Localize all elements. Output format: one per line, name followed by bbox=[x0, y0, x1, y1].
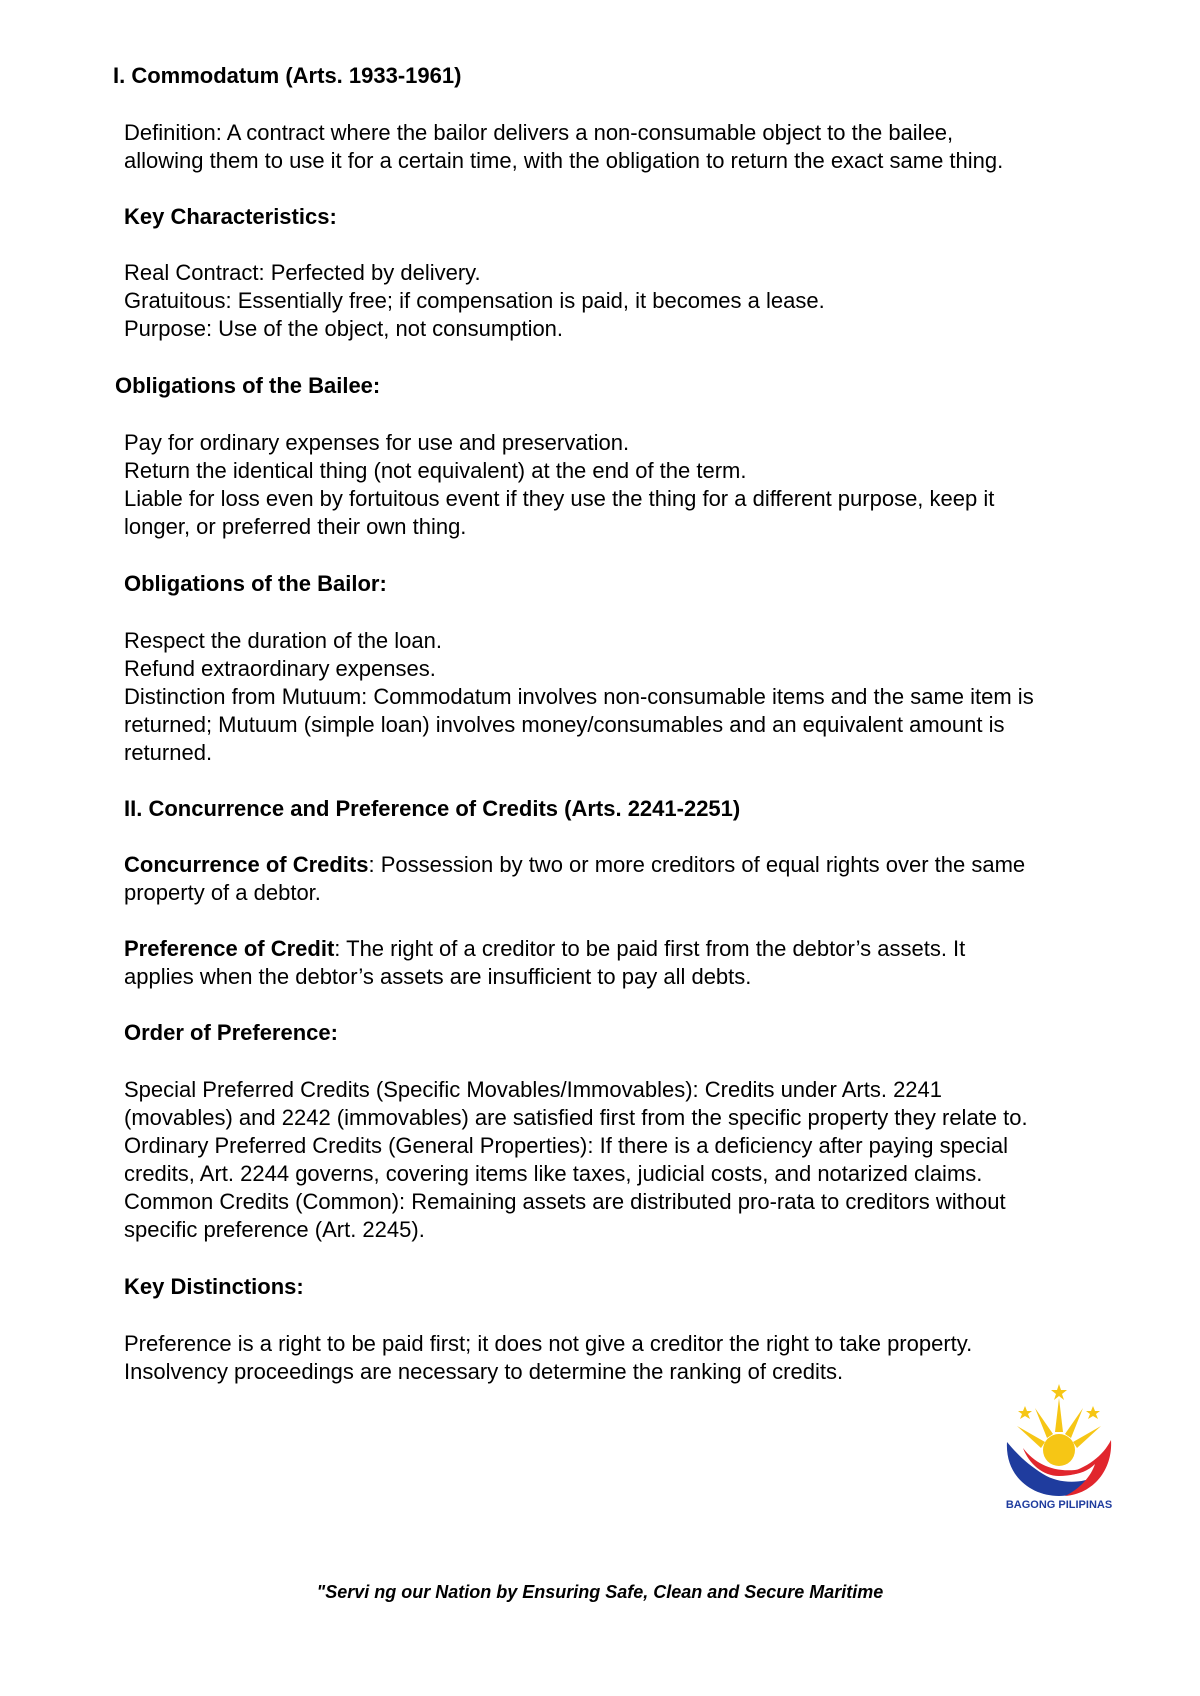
preference-text: : The right of a creditor to be paid first from the debtor’s assets. It bbox=[334, 936, 966, 961]
bailee-obligation-item: Liable for loss even by fortuitous event if they use the thing for a different purpose, keep it bbox=[124, 486, 995, 511]
order-item: Special Preferred Credits (Specific Movables/Immovables): Credits under Arts. 2241 bbox=[124, 1077, 943, 1102]
concurrence-text-line2: property of a debtor. bbox=[124, 880, 321, 905]
bailee-obligations-heading: Obligations of the Bailee: bbox=[115, 373, 381, 398]
key-characteristics-item: Real Contract: Perfected by delivery. bbox=[124, 260, 481, 285]
bailor-obligations-heading: Obligations of the Bailor: bbox=[124, 571, 387, 596]
preference-term: Preference of Credit bbox=[124, 936, 335, 961]
bailor-obligation-item: Refund extraordinary expenses. bbox=[124, 656, 436, 681]
bailee-obligation-item: longer, or preferred their own thing. bbox=[124, 514, 467, 539]
footer-motto: "Servi ng our Nation by Ensuring Safe, Clean and Secure Maritime bbox=[316, 1582, 884, 1602]
order-item: credits, Art. 2244 governs, covering items like taxes, judicial costs, and notarized claims. bbox=[124, 1161, 983, 1186]
bagong-pilipinas-logo-graphic bbox=[995, 1384, 1123, 1512]
order-item: Common Credits (Common): Remaining assets are distributed pro-rata to creditors without bbox=[124, 1189, 1006, 1214]
star-icon bbox=[1086, 1406, 1100, 1419]
key-characteristics-item: Purpose: Use of the object, not consumption. bbox=[124, 316, 564, 341]
preference-paragraph bbox=[124, 935, 965, 963]
key-characteristics-item: Gratuitous: Essentially free; if compensation is paid, it becomes a lease. bbox=[124, 288, 825, 313]
concurrence-term: Concurrence of Credits bbox=[124, 852, 369, 877]
key-characteristics-heading: Key Characteristics: bbox=[124, 204, 337, 229]
distinction-item: Preference is a right to be paid first; it does not give a creditor the right to take property. bbox=[124, 1331, 973, 1356]
bailor-obligation-item: returned; Mutuum (simple loan) involves money/consumables and an equivalent amount is bbox=[124, 712, 1005, 737]
bailor-obligation-item: returned. bbox=[124, 740, 213, 765]
order-item: (movables) and 2242 (immovables) are satisfied first from the specific property they relate to. bbox=[124, 1105, 1028, 1130]
bailee-obligation-item: Return the identical thing (not equivalent) at the end of the term. bbox=[124, 458, 747, 483]
bailor-obligation-item: Distinction from Mutuum: Commodatum involves non-consumable items and the same item is bbox=[124, 684, 1034, 709]
star-icon bbox=[1018, 1406, 1032, 1419]
order-item: specific preference (Art. 2245). bbox=[124, 1217, 425, 1242]
definition-line: Definition: A contract where the bailor delivers a non-consumable object to the bailee, bbox=[124, 120, 954, 145]
section2-heading: II. Concurrence and Preference of Credits (Arts. 2241-2251) bbox=[124, 796, 741, 821]
concurrence-text: : Possession by two or more creditors of equal rights over the same bbox=[368, 852, 1026, 877]
concurrence-paragraph bbox=[124, 851, 1025, 879]
order-of-preference-heading: Order of Preference: bbox=[124, 1020, 338, 1045]
bailor-obligation-item: Respect the duration of the loan. bbox=[124, 628, 442, 653]
definition-line: allowing them to use it for a certain time, with the obligation to return the exact same thing. bbox=[124, 148, 1004, 173]
distinction-item: Insolvency proceedings are necessary to determine the ranking of credits. bbox=[124, 1359, 844, 1384]
bailee-obligation-item: Pay for ordinary expenses for use and preservation. bbox=[124, 430, 630, 455]
preference-text-line2: applies when the debtor’s assets are insufficient to pay all debts. bbox=[124, 964, 752, 989]
key-distinctions-heading: Key Distinctions: bbox=[124, 1274, 304, 1299]
bagong-pilipinas-logo bbox=[995, 1384, 1123, 1512]
logo-text: BAGONG PILIPINAS bbox=[1005, 1499, 1113, 1511]
order-item: Ordinary Preferred Credits (General Properties): If there is a deficiency after paying special bbox=[124, 1133, 1009, 1158]
section1-heading: I. Commodatum (Arts. 1933-1961) bbox=[113, 63, 462, 88]
star-icon bbox=[1051, 1384, 1067, 1400]
